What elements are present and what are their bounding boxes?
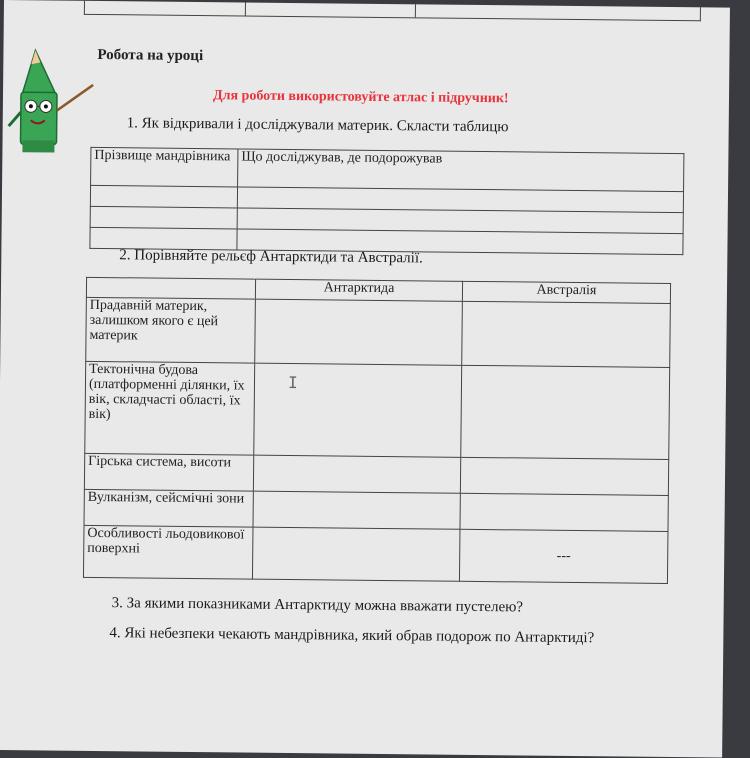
row-label-ancient-continent: Прадавній материк, залишком якого є цей материк (86, 297, 256, 363)
row-label-tectonic-structure: Тектонічна будова (платформенні ділянки, їх вік, складчасті області, їх вік) (85, 361, 255, 455)
section-title: Робота на уроці (97, 47, 203, 65)
column-header-australia: Австралія (462, 281, 670, 303)
task-4-text: 4. Які небезпеки чекають мандрівника, який обрав подорож по Антарктиді? (109, 625, 594, 647)
previous-table-fragment (84, 1, 701, 21)
task-3-text: 3. За якими показниками Антарктиду можна вважати пустелею? (112, 595, 523, 616)
row-label-volcanism: Вулканізм, сейсмічні зони (84, 489, 253, 527)
row-label-ice-surface: Особливості льодовикової поверхні (83, 525, 253, 579)
table-cell[interactable] (462, 301, 671, 367)
table-cell[interactable] (253, 491, 460, 529)
text-cursor-icon: I (288, 373, 298, 392)
dash-cell: --- (459, 529, 668, 583)
pencil-mascot-icon (6, 40, 97, 161)
table-cell[interactable] (252, 527, 460, 581)
table-cell[interactable] (90, 206, 237, 229)
column-header-antarctica: Антарктида (255, 279, 462, 301)
column-header-research: Що досліджував, де подорожував (238, 149, 684, 192)
table-cell[interactable] (90, 185, 237, 208)
table-cell[interactable] (460, 493, 668, 531)
table-cell[interactable] (460, 457, 668, 495)
table-cell[interactable] (254, 363, 462, 457)
table-cell[interactable] (255, 299, 463, 365)
instruction-note: Для роботи використовуйте атлас і підручник! (213, 88, 509, 107)
relief-comparison-table (83, 277, 671, 584)
row-label-mountain-system: Гірська система, висоти (84, 453, 253, 491)
table-cell[interactable] (253, 455, 460, 493)
table-cell[interactable] (90, 227, 237, 250)
column-header-traveler: Прізвище мандрівника (91, 147, 238, 187)
empty-header-cell (86, 277, 255, 299)
task-1-text: 1. Як відкривали і досліджували материк. Скласти таблицю (127, 115, 509, 136)
table-cell[interactable] (461, 365, 670, 459)
task-2-text: 2. Порівняйте рельєф Антарктиди та Австралії. (119, 247, 423, 267)
travelers-table (89, 147, 684, 255)
